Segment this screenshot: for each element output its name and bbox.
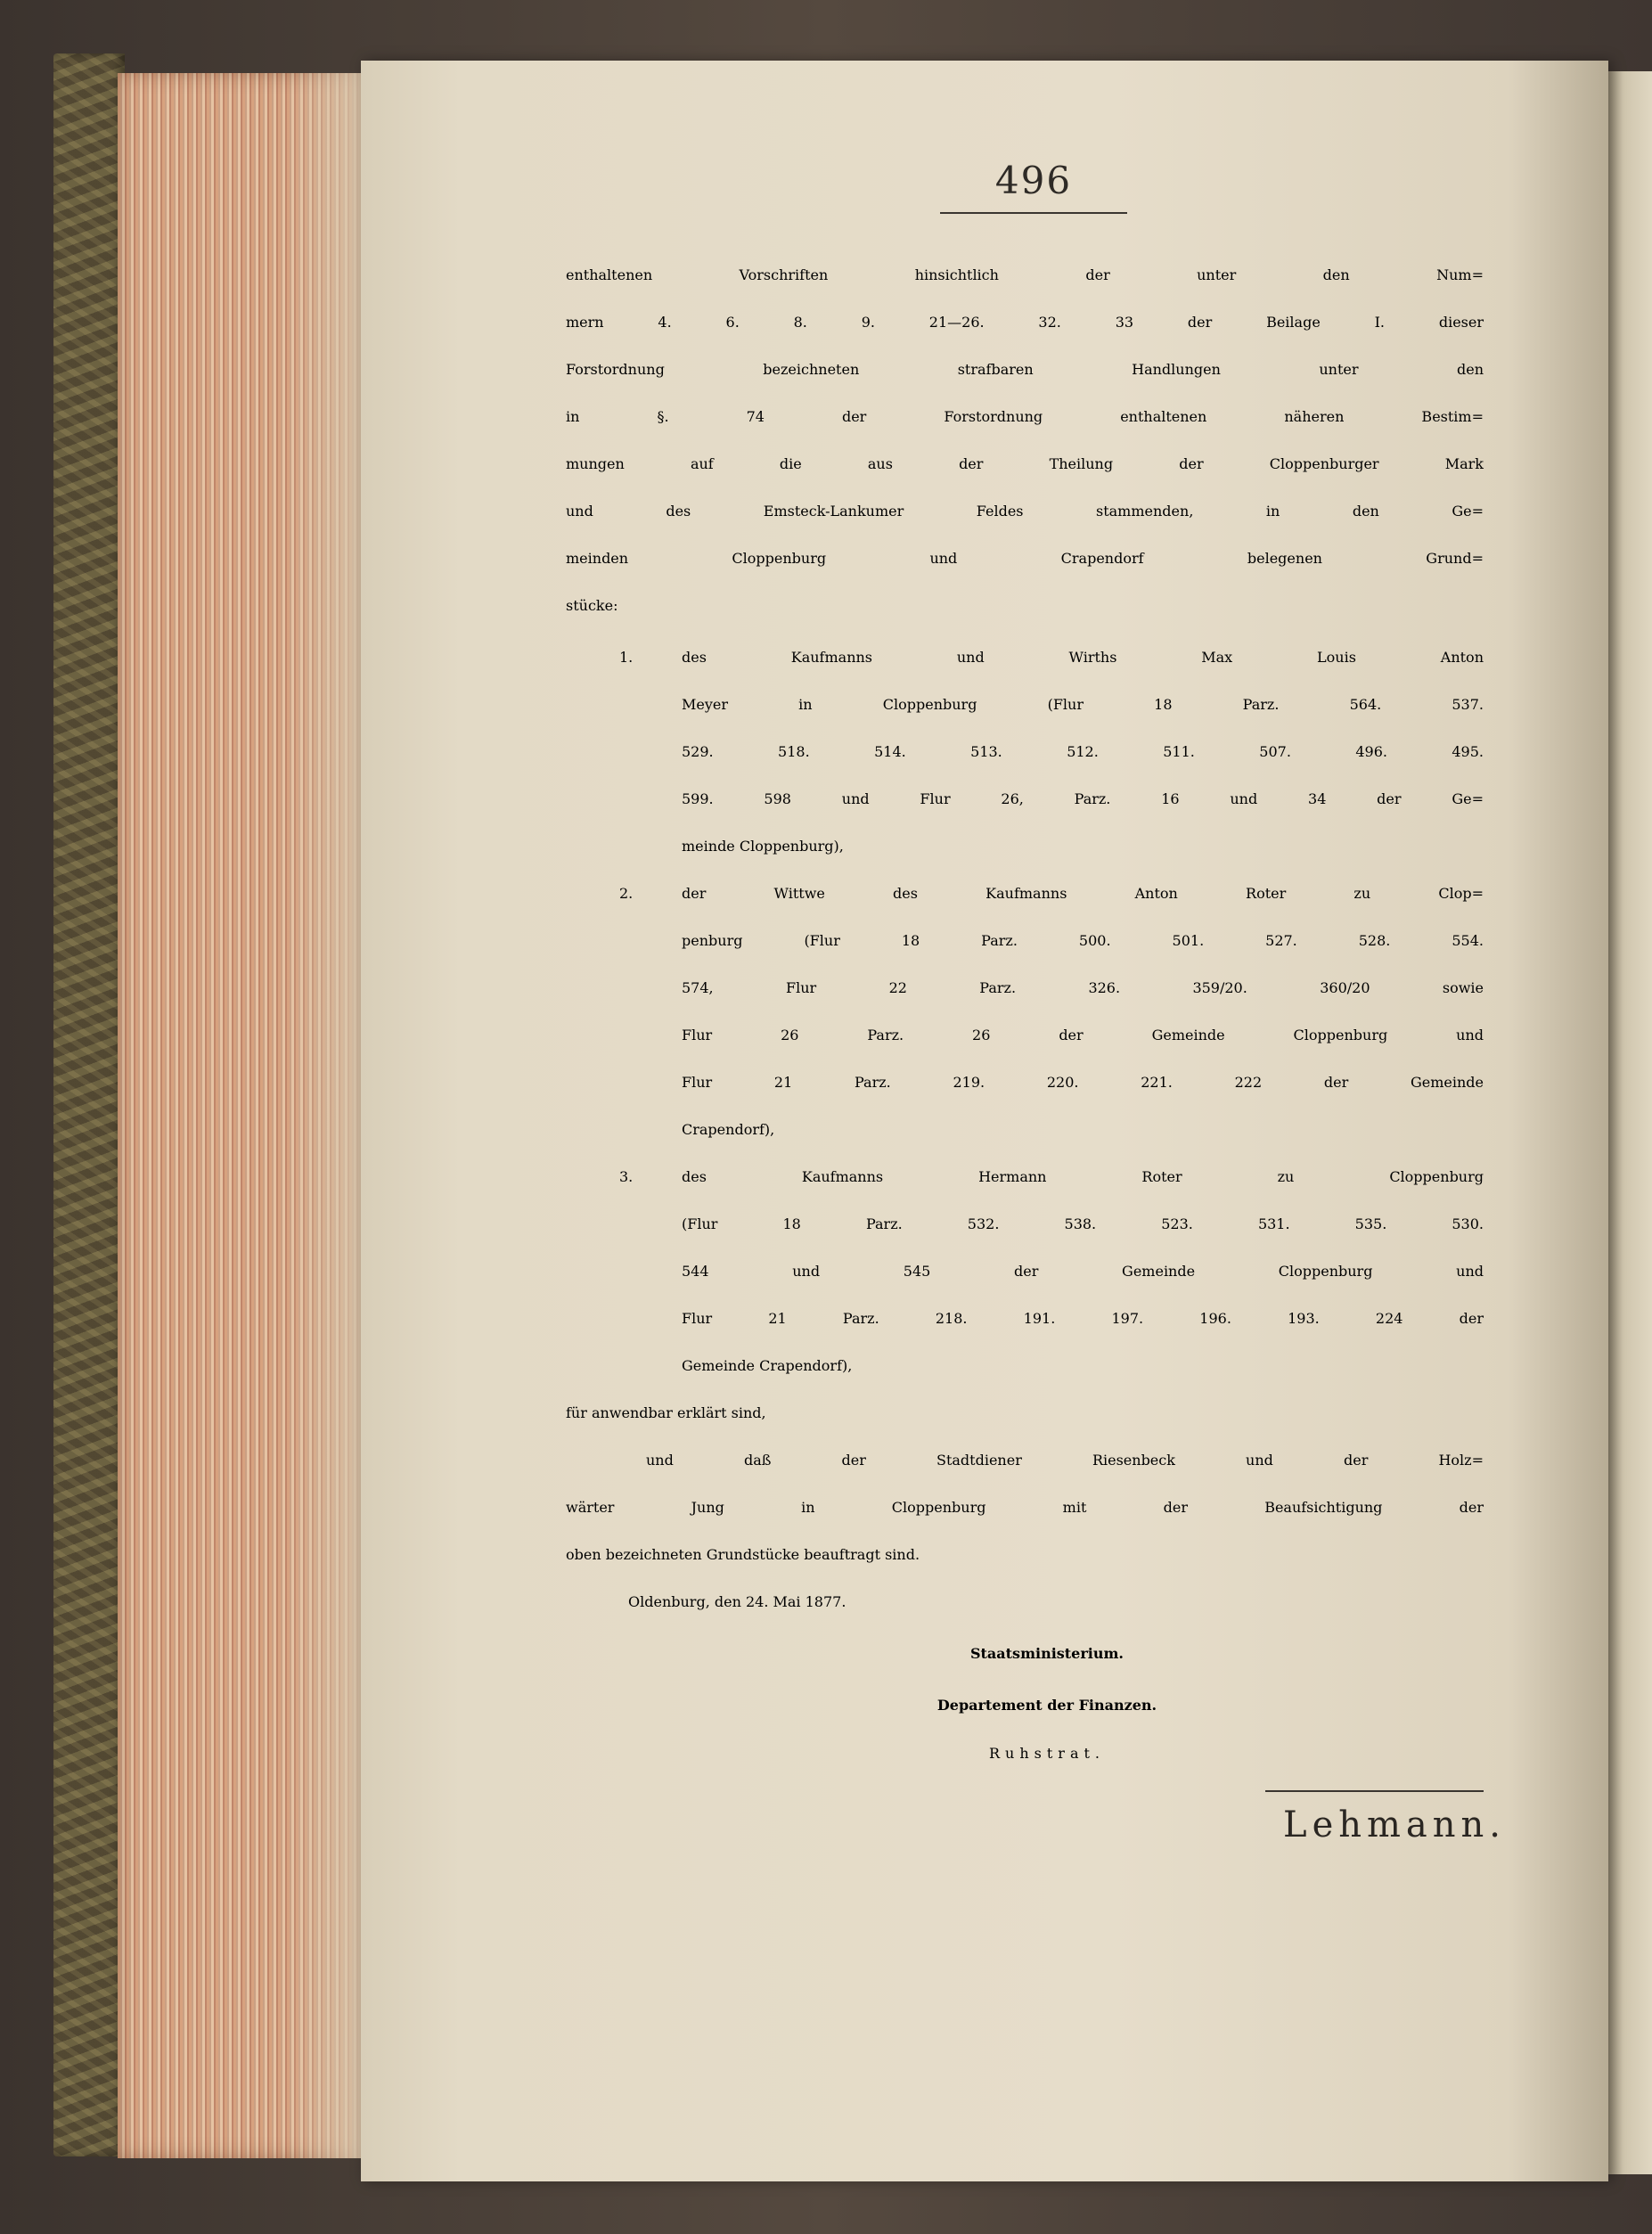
paragraph-line: wärter Jung in Cloppenburg mit der Beaufsichtigung der <box>566 1499 1484 1516</box>
list-item-line: 574, Flur 22 Parz. 326. 359/20. 360/20 sowie <box>682 979 1484 996</box>
list-item-line: des Kaufmanns Hermann Roter zu Cloppenburg <box>682 1168 1484 1185</box>
book-cover-marbled <box>53 53 125 2156</box>
list-item-line: (Flur 18 Parz. 532. 538. 523. 531. 535. 530. <box>682 1215 1484 1232</box>
paragraph-line: mungen auf die aus der Theilung der Cloppenburger Mark <box>566 455 1484 472</box>
list-item-line: 529. 518. 514. 513. 512. 511. 507. 496. 495. <box>682 743 1484 760</box>
closing-line: für anwendbar erklärt sind, <box>566 1404 766 1421</box>
place-date: Oldenburg, den 24. Mai 1877. <box>628 1593 846 1610</box>
book-page-edges <box>118 73 367 2158</box>
signature-rule <box>1265 1790 1484 1792</box>
list-item-line: Crapendorf), <box>682 1121 775 1138</box>
paragraph-line: oben bezeichneten Grundstücke beauftragt sind. <box>566 1546 920 1563</box>
list-item-number: 2. <box>619 885 634 902</box>
list-item-line: Flur 21 Parz. 218. 191. 197. 196. 193. 224 der <box>682 1310 1484 1327</box>
list-item-line: der Wittwe des Kaufmanns Anton Roter zu Clop= <box>682 885 1484 902</box>
list-item-line: meinde Cloppenburg), <box>682 838 844 855</box>
list-item-line: 599. 598 und Flur 26, Parz. 16 und 34 der Ge= <box>682 790 1484 807</box>
list-item-line: Meyer in Cloppenburg (Flur 18 Parz. 564. 537. <box>682 696 1484 713</box>
paragraph-line: stücke: <box>566 597 618 614</box>
list-item-number: 1. <box>619 649 634 666</box>
list-item-line: Flur 21 Parz. 219. 220. 221. 222 der Gemeinde <box>682 1074 1484 1091</box>
next-page-edge <box>1604 71 1652 2174</box>
page-number-rule <box>940 212 1127 214</box>
list-item-line: 544 und 545 der Gemeinde Cloppenburg und <box>682 1263 1484 1280</box>
list-item-line: Flur 26 Parz. 26 der Gemeinde Cloppenburg und <box>682 1027 1484 1043</box>
list-item-number: 3. <box>619 1168 634 1185</box>
signature-department: Departement der Finanzen. <box>936 1697 1157 1714</box>
paragraph-line: und daß der Stadtdiener Riesenbeck und der Holz= <box>646 1452 1484 1469</box>
paragraph-line: und des Emsteck-Lankumer Feldes stammenden, in den Ge= <box>566 503 1484 520</box>
paragraph-line: meinden Cloppenburg und Crapendorf belegenen Grund= <box>566 550 1484 567</box>
list-item-line: des Kaufmanns und Wirths Max Louis Anton <box>682 649 1484 666</box>
paragraph-line: Forstordnung bezeichneten strafbaren Handlungen unter den <box>566 361 1484 378</box>
paragraph-line: enthaltenen Vorschriften hinsichtlich der unter den Num= <box>566 266 1484 283</box>
signature-ministry: Staatsministerium. <box>969 1645 1124 1662</box>
list-item-line: penburg (Flur 18 Parz. 500. 501. 527. 528. 554. <box>682 932 1484 949</box>
signature-countersign: Lehmann. <box>1283 1804 1507 1845</box>
paragraph-line: mern 4. 6. 8. 9. 21—26. 32. 33 der Beilage I. dieser <box>566 314 1484 331</box>
page-number: 496 <box>994 159 1073 202</box>
signature-minister: Ruhstrat. <box>989 1745 1105 1762</box>
list-item-line: Gemeinde Crapendorf), <box>682 1357 853 1374</box>
paragraph-line: in §. 74 der Forstordnung enthaltenen näheren Bestim= <box>566 408 1484 425</box>
